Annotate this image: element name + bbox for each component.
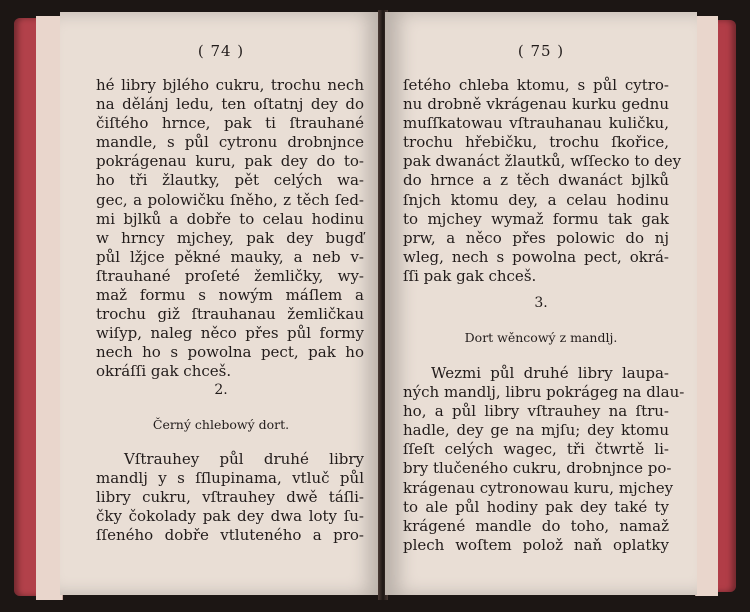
- text-line: wleg, nech s powolna pect, okrá-: [403, 247, 669, 266]
- text-line: pokrágenau kuru, pak dey do to-: [96, 152, 364, 171]
- text-line: ſſi pak gak chceš.: [403, 266, 537, 285]
- text-line: bry tlučeného cukru, drobnjnce po-: [403, 459, 672, 478]
- text-line: mandle, s půl cytronu drobnjnce: [96, 133, 364, 152]
- text-line: ſetého chleba ktomu, s půl cytro-: [403, 76, 669, 94]
- text-line: ſſeného dobře vtluteného a pro-: [96, 526, 364, 545]
- text-line: krágené mandle do toho, namaž: [403, 516, 669, 535]
- text-line: nech ho s powolna pect, pak ho: [96, 343, 364, 362]
- text-line: w hrncy mjchey, pak dey bugď: [96, 228, 364, 247]
- page-number-left: ( 74 ): [197, 42, 245, 60]
- text-line: prw, a něco přes polowic do nj: [403, 228, 669, 247]
- text-line: trochu hřebičku, trochu ſkořice,: [403, 133, 669, 152]
- text-line: na dělánj ledu, ten oſtatnj dey do: [96, 95, 364, 114]
- text-line: Vſtrauhey půl druhé libry: [124, 450, 364, 468]
- text-line: do hrnce a z těch dwanáct bjlků: [403, 171, 669, 190]
- text-line: hé libry bjlého cukru, trochu nech: [96, 76, 364, 94]
- section-number-right: 3.: [534, 295, 548, 311]
- text-line: plech woſtem polož naň oplatky: [403, 535, 669, 554]
- text-line: ho, a půl libry vſtrauhey na ſtru-: [403, 402, 669, 421]
- text-line: libry cukru, vſtrauhey dwě táſli-: [96, 488, 364, 507]
- text-line: gec, a polowičku ſněho, z těch ſed-: [96, 190, 364, 209]
- text-line: wiſyp, naleg něco přes půl formy: [96, 324, 364, 343]
- text-line: muſſkatowau vſtrauhanau kuličku,: [403, 114, 669, 133]
- recipe-title-right: Dort wěncowý z mandlj.: [464, 330, 618, 345]
- right-page-text-bottom: [403, 364, 685, 555]
- text-line: pak dwanáct žlautků, wſſecko to dey: [403, 152, 682, 171]
- text-line: čky čokolady pak dey dwa loty ſu-: [96, 507, 364, 526]
- page-edges-left: [36, 16, 63, 600]
- text-line: to ale půl hodiny pak dey také ty: [403, 497, 669, 516]
- page-edges-right: [695, 16, 718, 596]
- text-line: půl lžjce pěkné mauky, a neb v-: [96, 247, 364, 266]
- text-line: čiſtého hrnce, pak ti ſtrauhané: [96, 114, 364, 133]
- text-line: mi bjlků a dobře to celau hodinu: [96, 209, 364, 228]
- text-line: ných mandlj, libru pokrágeg na dlau-: [403, 383, 685, 402]
- right-page-text-top: [403, 76, 682, 286]
- section-number-left: 2.: [214, 382, 228, 398]
- text-line: nu drobně vkrágenau kurku gednu: [403, 95, 669, 114]
- left-page-text-top: [96, 76, 364, 382]
- text-line: to mjchey wymaž formu tak gak: [403, 209, 669, 228]
- text-line: trochu giž ſtrauhanau žemličkau: [96, 305, 364, 324]
- text-line: maž formu s nowým máſlem a: [96, 286, 364, 305]
- left-page-text-bottom: [96, 450, 364, 545]
- recipe-title-left: Černý chlebowý dort.: [152, 417, 290, 432]
- text-line: hadle, dey ge na mjſu; dey ktomu: [403, 421, 669, 440]
- text-line: ſſeſt celých wagec, tři čtwrtě li-: [403, 440, 669, 459]
- right-page: [385, 12, 697, 595]
- text-line: okráſſi gak chceš.: [96, 362, 232, 381]
- left-page: [60, 12, 382, 595]
- text-line: ho tři žlautky, pět celých wa-: [96, 171, 364, 190]
- page-number-right: ( 75 ): [517, 42, 565, 60]
- text-line: Wezmi půl druhé libry laupa-: [431, 364, 669, 382]
- text-line: mandlj y s ſſlupinama, vtluč půl: [96, 469, 364, 488]
- text-line: ſnjch ktomu dey, a celau hodinu: [403, 190, 669, 209]
- text-line: ſtrauhané proſeté žemličky, wy-: [96, 266, 364, 285]
- text-line: krágenau cytronowau kuru, mjchey: [403, 478, 674, 497]
